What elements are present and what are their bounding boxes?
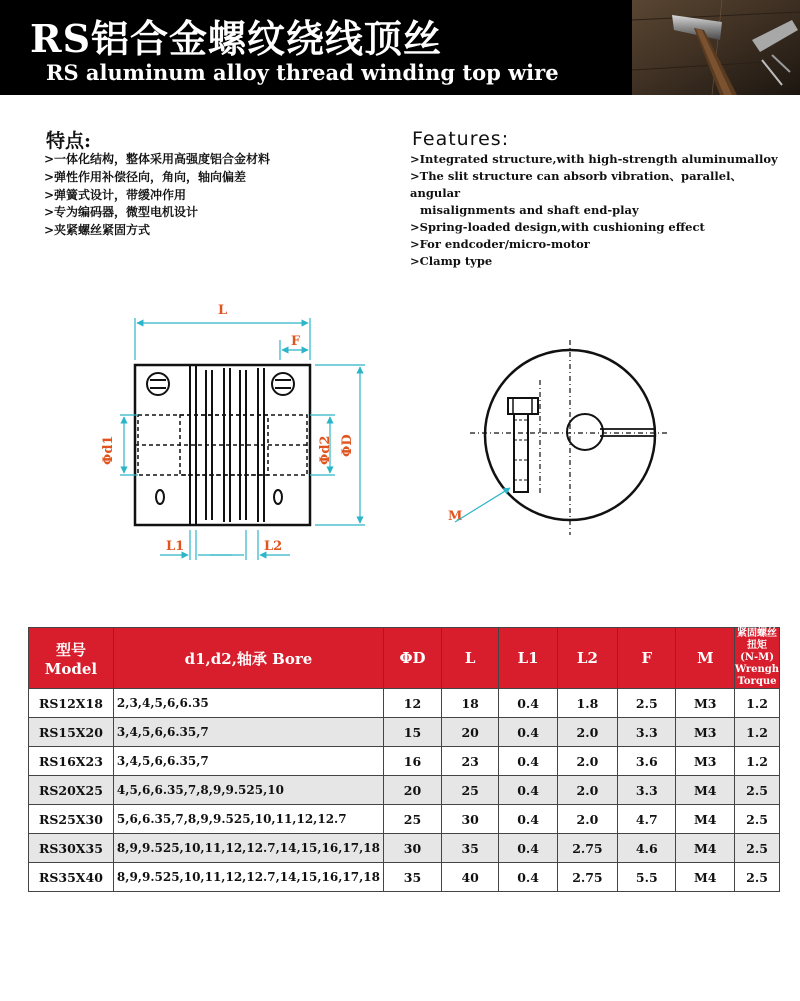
- features-en-list: [410, 151, 790, 270]
- table-row: [29, 747, 780, 776]
- cell-L: 18: [441, 689, 498, 718]
- cell-model: RS12X18: [29, 689, 114, 718]
- cell-F: 4.7: [618, 805, 676, 834]
- cell-torque: 2.5: [735, 776, 780, 805]
- cell-D: 35: [383, 863, 441, 892]
- spec-table: [28, 627, 780, 892]
- cell-M: M4: [676, 863, 735, 892]
- title-cn: RS铝合金螺纹绕线顶丝: [30, 16, 443, 61]
- table-row: [29, 863, 780, 892]
- cell-L: 23: [441, 747, 498, 776]
- cell-F: 2.5: [618, 689, 676, 718]
- cell-L1: 0.4: [499, 776, 557, 805]
- cell-L1: 0.4: [499, 689, 557, 718]
- feature-cn-item: >一体化结构，整体采用高强度铝合金材料: [44, 152, 271, 166]
- header-model: [29, 628, 114, 689]
- cell-torque: 1.2: [735, 747, 780, 776]
- cell-bore: 2,3,4,5,6,6.35: [113, 689, 383, 718]
- cell-M: M3: [676, 747, 735, 776]
- table-row: [29, 834, 780, 863]
- cell-L2: 2.75: [557, 834, 617, 863]
- header-L2: L2: [557, 628, 617, 689]
- header-banner: [0, 0, 800, 95]
- cell-L2: 2.75: [557, 863, 617, 892]
- cell-L: 25: [441, 776, 498, 805]
- feature-en-item: >For endcoder/micro-motor: [410, 237, 590, 251]
- cell-L: 40: [441, 863, 498, 892]
- label-M: M: [448, 509, 463, 524]
- cell-model: RS30X35: [29, 834, 114, 863]
- header-bore: d1,d2,轴承 Bore: [113, 628, 383, 689]
- header-F: F: [618, 628, 676, 689]
- feature-cn-item: >夹紧螺丝紧固方式: [44, 223, 151, 238]
- label-d2: Φd2: [318, 435, 333, 465]
- cell-L1: 0.4: [499, 805, 557, 834]
- header-D: ΦD: [383, 628, 441, 689]
- cell-D: 30: [383, 834, 441, 863]
- cell-D: 15: [383, 718, 441, 747]
- table-row: [29, 805, 780, 834]
- cell-model: RS25X30: [29, 805, 114, 834]
- header-torque-unit: (N-M): [740, 652, 774, 663]
- header-model-cn: 型号: [55, 640, 86, 659]
- table-row: [29, 776, 780, 805]
- header-torque-cn: 紧固螺丝扭矩: [737, 628, 778, 651]
- label-D: ΦD: [340, 434, 355, 457]
- cell-torque: 1.2: [735, 718, 780, 747]
- table-row: [29, 718, 780, 747]
- cell-model: RS15X20: [29, 718, 114, 747]
- header-model-en: Model: [44, 659, 98, 678]
- label-L2: L2: [264, 539, 283, 554]
- cell-L: 20: [441, 718, 498, 747]
- cell-L2: 2.0: [557, 776, 617, 805]
- cell-F: 3.3: [618, 776, 676, 805]
- cell-M: M3: [676, 689, 735, 718]
- cell-torque: 1.2: [735, 689, 780, 718]
- feature-en-item: >The slit structure can absorb vibration、parallel、angular: [410, 169, 742, 200]
- cell-M: M4: [676, 776, 735, 805]
- cell-torque: 2.5: [735, 805, 780, 834]
- cell-M: M4: [676, 834, 735, 863]
- cell-L: 30: [441, 805, 498, 834]
- header-torque: [735, 628, 780, 689]
- label-F: F: [291, 334, 301, 349]
- features-cn-list: [44, 151, 270, 240]
- cell-L2: 2.0: [557, 747, 617, 776]
- cell-D: 20: [383, 776, 441, 805]
- cell-F: 3.3: [618, 718, 676, 747]
- table-row: [29, 689, 780, 718]
- side-view: [135, 365, 310, 525]
- cell-L: 35: [441, 834, 498, 863]
- feature-en-item: >Clamp type: [410, 254, 493, 268]
- cell-L1: 0.4: [499, 863, 557, 892]
- header-M: M: [676, 628, 735, 689]
- cell-D: 12: [383, 689, 441, 718]
- technical-drawing: [0, 290, 800, 590]
- features-en-title: Features:: [412, 128, 510, 150]
- cell-D: 25: [383, 805, 441, 834]
- cell-L1: 0.4: [499, 747, 557, 776]
- end-view: [455, 340, 670, 535]
- cell-bore: 8,9,9.525,10,11,12,12.7,14,15,16,17,18: [113, 863, 383, 892]
- table-header-row: [29, 628, 780, 689]
- feature-en-item: misalignments and shaft end-play: [420, 203, 639, 217]
- title-en: RS aluminum alloy thread winding top wire: [46, 60, 559, 85]
- label-L: L: [218, 303, 228, 318]
- cell-torque: 2.5: [735, 863, 780, 892]
- cell-L2: 2.0: [557, 718, 617, 747]
- cell-bore: 3,4,5,6,6.35,7: [113, 718, 383, 747]
- header-torque-en: Wrengh Torque: [735, 664, 779, 687]
- cell-model: RS35X40: [29, 863, 114, 892]
- cell-M: M4: [676, 805, 735, 834]
- features-cn-title: 特点:: [46, 130, 92, 152]
- cell-F: 4.6: [618, 834, 676, 863]
- feature-en-item: >Integrated structure,with high-strength aluminumalloy: [410, 152, 778, 166]
- cell-L2: 1.8: [557, 689, 617, 718]
- cell-bore: 8,9,9.525,10,11,12,12.7,14,15,16,17,18: [113, 834, 383, 863]
- cell-M: M3: [676, 718, 735, 747]
- label-L1: L1: [166, 539, 185, 554]
- cell-bore: 3,4,5,6,6.35,7: [113, 747, 383, 776]
- header-L1: L1: [499, 628, 557, 689]
- cell-L1: 0.4: [499, 834, 557, 863]
- cell-F: 3.6: [618, 747, 676, 776]
- feature-cn-item: >弹簧式设计，带缓冲作用: [44, 187, 187, 202]
- hammer-photo: [632, 0, 800, 95]
- cell-bore: 4,5,6,6.35,7,8,9,9.525,10: [113, 776, 383, 805]
- cell-bore: 5,6,6.35,7,8,9,9.525,10,11,12,12.7: [113, 805, 383, 834]
- cell-model: RS20X25: [29, 776, 114, 805]
- cell-L1: 0.4: [499, 718, 557, 747]
- cell-D: 16: [383, 747, 441, 776]
- feature-cn-item: >弹性作用补偿径向，角向，轴向偏差: [44, 169, 247, 184]
- cell-F: 5.5: [618, 863, 676, 892]
- cell-L2: 2.0: [557, 805, 617, 834]
- cell-torque: 2.5: [735, 834, 780, 863]
- cell-model: RS16X23: [29, 747, 114, 776]
- header-L: L: [441, 628, 498, 689]
- feature-cn-item: >专为编码器，微型电机设计: [44, 205, 199, 220]
- feature-en-item: >Spring-loaded design,with cushioning effect: [410, 220, 705, 234]
- label-d1: Φd1: [101, 435, 116, 465]
